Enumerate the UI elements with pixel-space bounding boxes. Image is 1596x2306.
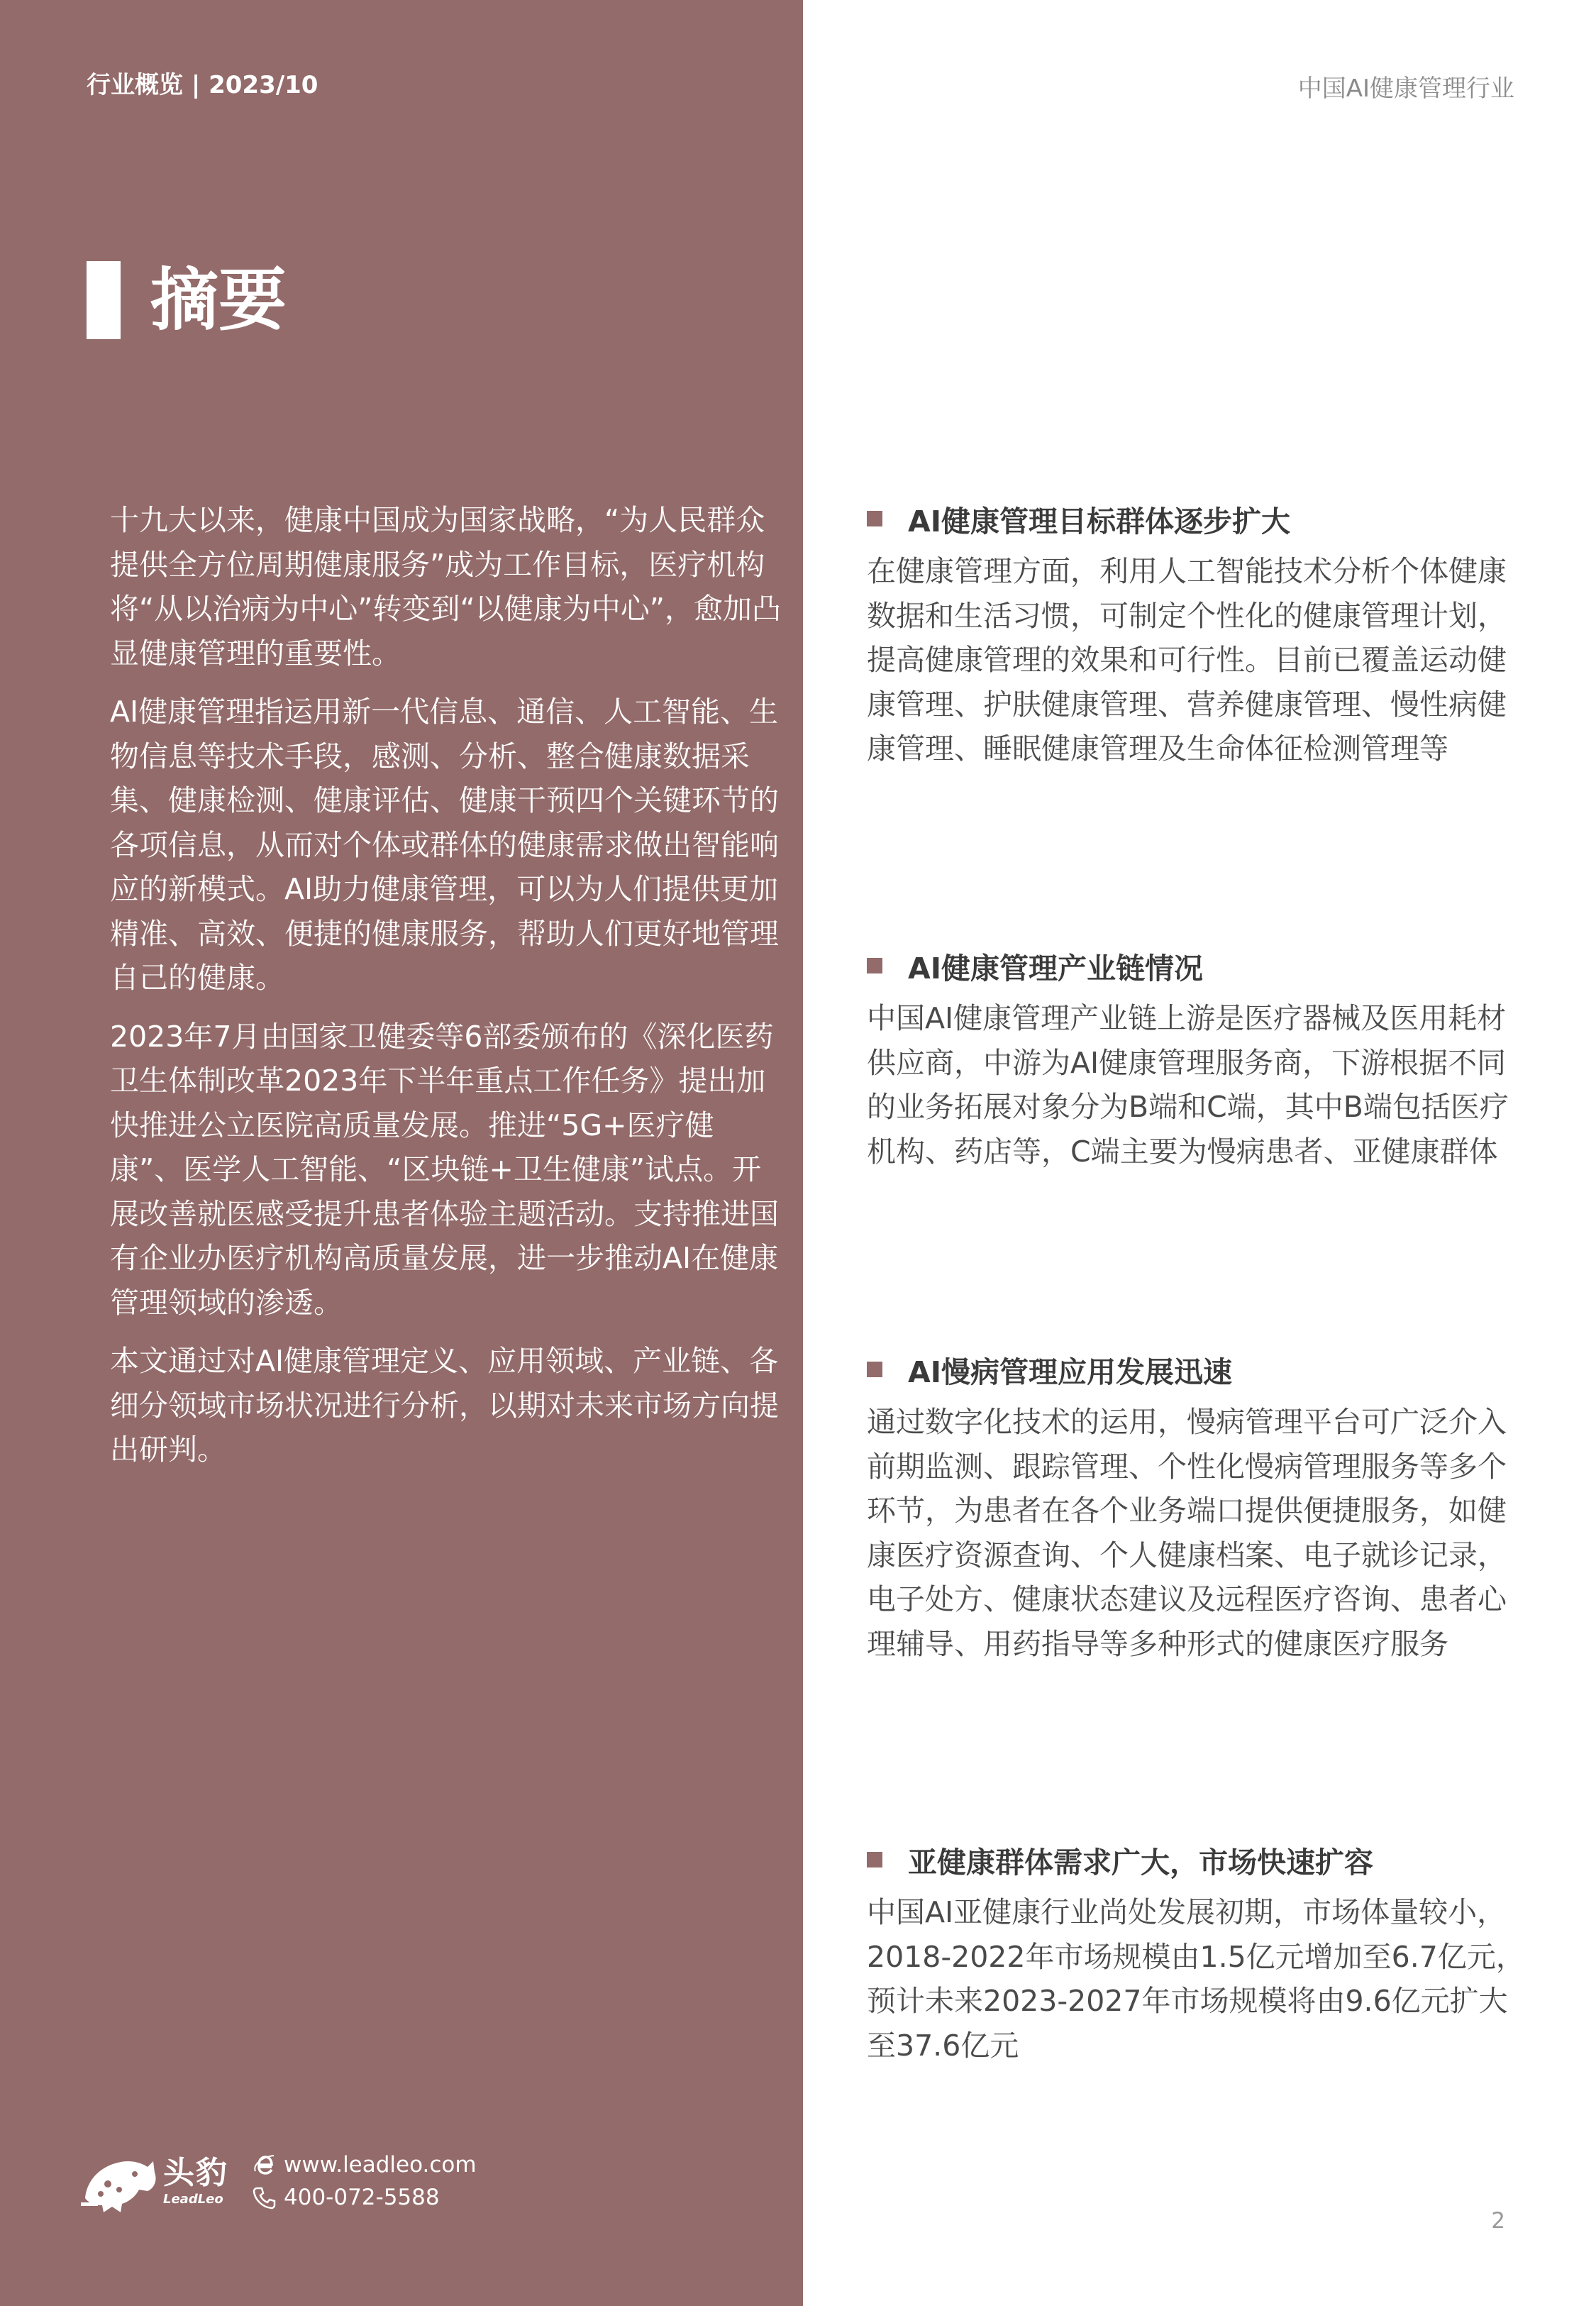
page-number: 2 — [1491, 2208, 1505, 2234]
section-heading — [867, 944, 1526, 988]
phone-icon — [253, 2185, 277, 2210]
brand-name — [163, 2155, 228, 2207]
contact-info — [253, 2151, 477, 2212]
header-report-title: 中国AI健康管理行业 — [1297, 75, 1514, 103]
page-title-block — [87, 261, 287, 339]
page-title: 摘要 — [150, 260, 287, 340]
phone-row — [253, 2183, 477, 2212]
summary-text — [110, 498, 784, 1486]
section-title: AI健康管理目标群体逐步扩大 — [908, 504, 1290, 539]
square-bullet-icon — [867, 511, 882, 526]
browser-icon — [253, 2153, 277, 2177]
section-target-groups — [867, 497, 1526, 771]
summary-paragraph: 2023年7月由国家卫健委等6部委颁布的《深化医药卫生体制改革2023年下半年重点工作任务》提出加快推进公立医院高质量发展。推进“5G+医疗健康”、医学人工智能、“区块链+卫生健康”试点。开展改善就医感受提升患者体验主题活动。支持推进国有企业办医疗机构高质量发展，进一步推动AI在健康管理领域的渗透。 — [110, 1019, 779, 1320]
summary-paragraph: 十九大以来，健康中国成为国家战略，“为人民群众提供全方位周期健康服务”成为工作目标，医疗机构将“从以治病为中心”转变到“以健康为中心”，愈加凸显健康管理的重要性。 — [110, 503, 781, 671]
section-heading — [867, 1347, 1526, 1391]
brand-name-cn: 头豹 — [163, 2155, 228, 2191]
section-body: 通过数字化技术的运用，慢病管理平台可广泛介入前期监测、跟踪管理、个性化慢病管理服务等多个环节，为患者在各个业务端口提供便捷服务，如健康医疗资源查询、个人健康档案、电子就诊记录，电子处方、健康状态建议及远程医疗咨询、患者心理辅导、用药指导等多种形式的健康医疗服务 — [867, 1405, 1507, 1661]
website-link[interactable]: www.leadleo.com — [284, 2152, 477, 2178]
section-industry-chain — [867, 944, 1526, 1174]
section-body: 在健康管理方面，利用人工智能技术分析个体健康数据和生活习惯，可制定个性化的健康管理计划，提高健康管理的效果和可行性。目前已覆盖运动健康管理、护肤健康管理、营养健康管理、慢性病健康管理、睡眠健康管理及生命体征检测管理等 — [867, 554, 1507, 766]
square-bullet-icon — [867, 958, 882, 973]
title-bar-icon — [87, 261, 121, 339]
summary-paragraph: 本文通过对AI健康管理定义、应用领域、产业链、各细分领域市场状况进行分析，以期对未来市场方向提出研判。 — [110, 1344, 779, 1467]
square-bullet-icon — [867, 1362, 882, 1377]
summary-paragraph: AI健康管理指运用新一代信息、通信、人工智能、生物信息等技术手段，感测、分析、整合健康数据采集、健康检测、健康评估、健康干预四个关键环节的各项信息，从而对个体或群体的健康需求做出智能响应的新模式。AI助力健康管理，可以为人们提供更加精准、高效、便捷的健康服务，帮助人们更好地管理自己的健康。 — [110, 695, 779, 995]
brand-name-en: LeadLeo — [163, 2192, 223, 2207]
section-body: 中国AI健康管理产业链上游是医疗器械及医用耗材供应商，中游为AI健康管理服务商，下游根据不同的业务拓展对象分为B端和C端，其中B端包括医疗机构、药店等，C端主要为慢病患者、亚健康群体 — [867, 1001, 1509, 1169]
section-chronic-disease — [867, 1347, 1526, 1666]
section-title: AI慢病管理应用发展迅速 — [908, 1355, 1232, 1389]
phone-number: 400-072-5588 — [284, 2185, 440, 2210]
section-heading — [867, 497, 1526, 541]
leopard-logo-icon — [79, 2148, 157, 2214]
section-body: 中国AI亚健康行业尚处发展初期，市场体量较小，2018-2022年市场规模由1.5亿元增加至6.7亿元，预计未来2023-2027年市场规模将由9.6亿元扩大至37.6亿元 — [867, 1895, 1525, 2063]
section-title: AI健康管理产业链情况 — [908, 951, 1203, 986]
section-title: 亚健康群体需求广大，市场快速扩容 — [908, 1845, 1373, 1880]
square-bullet-icon — [867, 1852, 882, 1868]
footer-brand — [79, 2148, 477, 2214]
header-category: 行业概览 | 2023/10 — [87, 71, 318, 99]
website-row[interactable] — [253, 2151, 477, 2179]
section-sub-health — [867, 1838, 1526, 2068]
section-heading — [867, 1838, 1526, 1882]
